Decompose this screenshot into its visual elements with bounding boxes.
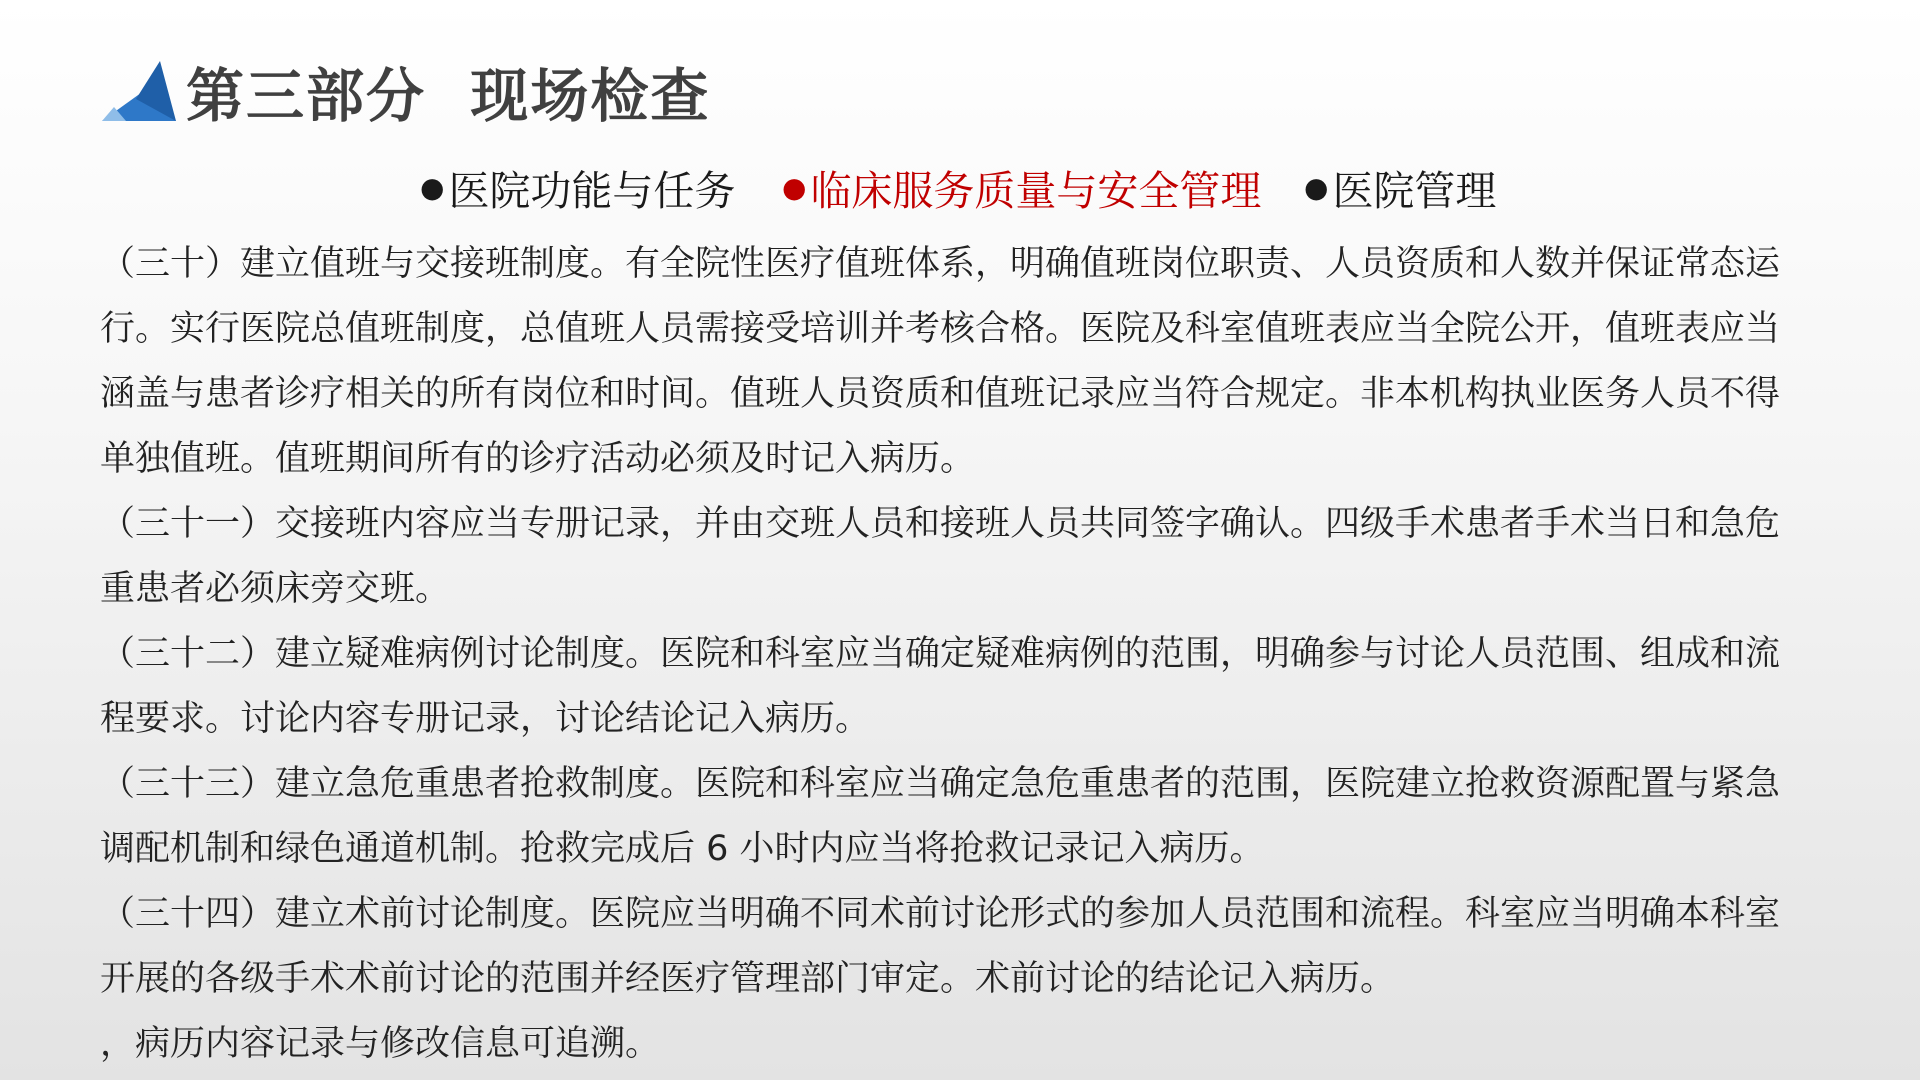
tab-label: 临床服务质量与安全管理 [810, 167, 1262, 215]
section-nav [0, 158, 1920, 214]
tab-label: 医院管理 [1332, 167, 1497, 215]
paragraph-32: （三十二）建立疑难病例讨论制度。医院和科室应当确定疑难病例的范围，明确参与讨论人员范围、组成和流程要求。讨论内容专册记录，讨论结论记入病历。 [100, 634, 1781, 739]
blue-triangle-logo-icon [100, 61, 176, 121]
content-body [100, 232, 1780, 1077]
slide-header [100, 56, 711, 130]
bullet-icon: ● [782, 171, 807, 204]
bullet-icon: ● [420, 171, 445, 204]
paragraph-31: （三十一）交接班内容应当专册记录，并由交班人员和接班人员共同签字确认。四级手术患者手术当日和急危重患者必须床旁交班。 [100, 504, 1781, 609]
paragraph-33: （三十三）建立急危重患者抢救制度。医院和科室应当确定急危重患者的范围，医院建立抢救资源配置与紧急调配机制和绿色通道机制。抢救完成后 6 小时内应当将抢救记录记入病历。 [100, 764, 1781, 869]
paragraph-34: （三十四）建立术前讨论制度。医院应当明确不同术前讨论形式的参加人员范围和流程。科室应当明确本科室开展的各级手术术前讨论的范围并经医疗管理部门审定。术前讨论的结论记入病历。 [100, 894, 1781, 999]
tab-hospital-function[interactable] [420, 158, 735, 217]
bullet-icon: ● [1304, 171, 1329, 204]
paragraph-fragment: ，病历内容记录与修改信息可追溯。 [100, 1024, 661, 1064]
paragraph-30: （三十）建立值班与交接班制度。有全院性医疗值班体系，明确值班岗位职责、人员资质和人数并保证常态运行。实行医院总值班制度，总值班人员需接受培训并考核合格。医院及科室值班表应当全院公开，值班表应当涵盖与患者诊疗相关的所有岗位和时间。值班人员资质和值班记录应当符合规定。非本机构执业医务人员不得单独值班。值班期间所有的诊疗活动必须及时记入病历。 [100, 244, 1781, 479]
tab-label: 医院功能与任务 [448, 167, 736, 215]
tab-clinical-quality-safety[interactable] [782, 158, 1261, 217]
tab-hospital-management[interactable] [1304, 158, 1496, 217]
page-title: 第三部分 现场检查 [186, 62, 711, 130]
